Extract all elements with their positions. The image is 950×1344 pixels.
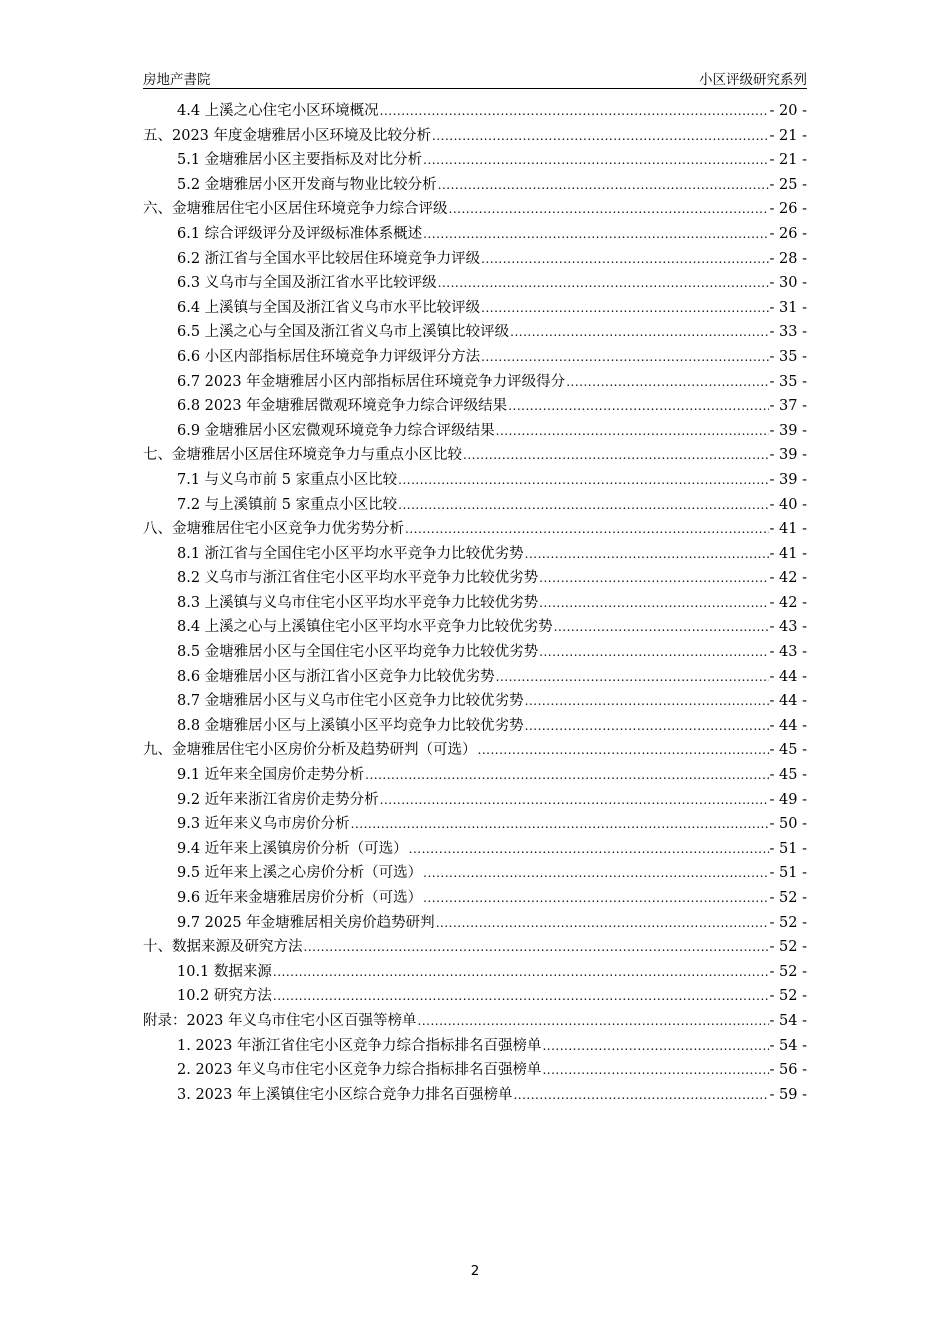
- toc-entry-title: 六、金塘雅居住宅小区居住环境竞争力综合评级: [143, 201, 448, 218]
- toc-entry-page: - 26 -: [769, 225, 807, 242]
- toc-leader-dots: [566, 370, 768, 395]
- toc-leader-dots: [508, 394, 768, 419]
- toc-entry-page: - 52 -: [769, 939, 807, 956]
- toc-entry-title: 6.1 综合评级评分及评级标准体系概述: [177, 225, 423, 242]
- toc-entry-page: - 40 -: [769, 496, 807, 513]
- toc-entry-title: 10.1 数据来源: [177, 963, 272, 980]
- toc-entry-title: 4.4 上溪之心住宅小区环境概况: [177, 103, 379, 119]
- toc-entry[interactable]: [143, 861, 807, 886]
- toc-entry-page: - 54 -: [769, 1012, 807, 1029]
- toc-entry-title: 8.3 上溪镇与义乌市住宅小区平均水平竞争力比较优劣势: [177, 594, 539, 611]
- toc-leader-dots: [496, 665, 769, 690]
- toc-entry-title: 3. 2023 年上溪镇住宅小区综合竞争力排名百强榜单: [177, 1086, 513, 1103]
- toc-entry[interactable]: [143, 517, 807, 542]
- toc-leader-dots: [554, 615, 769, 640]
- toc-entry-page: - 39 -: [769, 422, 807, 439]
- toc-leader-dots: [478, 738, 769, 763]
- toc-leader-dots: [365, 763, 768, 788]
- toc-entry[interactable]: [143, 788, 807, 813]
- table-of-contents: [143, 99, 807, 1107]
- toc-entry-title: 8.7 金塘雅居小区与义乌市住宅小区竞争力比较优劣势: [177, 693, 524, 710]
- toc-leader-dots: [436, 911, 769, 936]
- toc-entry[interactable]: [143, 591, 807, 616]
- toc-leader-dots: [438, 271, 769, 296]
- toc-entry-page: - 44 -: [769, 693, 807, 710]
- toc-leader-dots: [418, 1009, 769, 1034]
- toc-leader-dots: [423, 886, 768, 911]
- toc-entry[interactable]: [143, 247, 807, 272]
- toc-entry[interactable]: [143, 148, 807, 173]
- toc-entry-title: 6.8 2023 年金塘雅居微观环境竞争力综合评级结果: [177, 398, 508, 415]
- toc-entry[interactable]: [143, 689, 807, 714]
- toc-entry-page: - 51 -: [769, 865, 807, 882]
- toc-entry[interactable]: [143, 886, 807, 911]
- toc-entry[interactable]: [143, 394, 807, 419]
- toc-leader-dots: [351, 812, 769, 837]
- toc-entry-page: - 54 -: [769, 1037, 807, 1054]
- toc-entry[interactable]: [143, 468, 807, 493]
- toc-entry-title: 5.1 金塘雅居小区主要指标及对比分析: [177, 152, 423, 169]
- toc-leader-dots: [539, 591, 768, 616]
- toc-entry[interactable]: [143, 763, 807, 788]
- toc-entry[interactable]: [143, 640, 807, 665]
- toc-entry[interactable]: [143, 665, 807, 690]
- toc-entry-title: 6.3 义乌市与全国及浙江省水平比较评级: [177, 275, 437, 292]
- toc-leader-dots: [513, 1083, 768, 1108]
- toc-entry-page: - 52 -: [769, 963, 807, 980]
- toc-entry[interactable]: [143, 493, 807, 518]
- toc-leader-dots: [273, 984, 769, 1009]
- toc-entry-page: - 35 -: [769, 348, 807, 365]
- toc-entry[interactable]: [143, 911, 807, 936]
- toc-entry-title: 十、数据来源及研究方法: [143, 939, 303, 956]
- toc-leader-dots: [398, 493, 768, 518]
- toc-entry-title: 6.9 金塘雅居小区宏微观环境竞争力综合评级结果: [177, 422, 495, 439]
- toc-entry-page: - 37 -: [769, 398, 807, 415]
- toc-leader-dots: [423, 222, 768, 247]
- toc-leader-dots: [380, 788, 769, 813]
- toc-entry-page: - 21 -: [769, 152, 807, 169]
- toc-entry-page: - 28 -: [769, 250, 807, 267]
- toc-leader-dots: [525, 542, 769, 567]
- toc-entry-title: 6.7 2023 年金塘雅居小区内部指标居住环境竞争力评级得分: [177, 373, 566, 390]
- toc-entry-page: - 43 -: [769, 619, 807, 636]
- toc-entry[interactable]: [143, 1034, 807, 1059]
- toc-entry[interactable]: [143, 419, 807, 444]
- toc-entry-page: - 21 -: [769, 127, 807, 144]
- toc-leader-dots: [409, 837, 769, 862]
- toc-entry-page: - 56 -: [769, 1062, 807, 1079]
- toc-entry-page: - 25 -: [769, 176, 807, 193]
- toc-entry-page: - 33 -: [769, 324, 807, 341]
- toc-entry-page: - 52 -: [769, 988, 807, 1005]
- toc-entry[interactable]: [143, 197, 807, 222]
- toc-entry-title: 8.2 义乌市与浙江省住宅小区平均水平竞争力比较优劣势: [177, 570, 539, 587]
- toc-entry-page: - 59 -: [769, 1086, 807, 1103]
- toc-entry-title: 8.5 金塘雅居小区与全国住宅小区平均竞争力比较优劣势: [177, 644, 539, 661]
- toc-entry[interactable]: [143, 935, 807, 960]
- toc-entry[interactable]: [143, 1009, 807, 1034]
- toc-leader-dots: [423, 148, 768, 173]
- toc-entry-page: - 41 -: [769, 545, 807, 562]
- toc-entry-title: 九、金塘雅居住宅小区房价分析及趋势研判（可选）: [143, 742, 477, 759]
- toc-entry[interactable]: [143, 370, 807, 395]
- toc-entry-title: 10.2 研究方法: [177, 988, 272, 1005]
- toc-leader-dots: [525, 689, 769, 714]
- toc-entry-page: - 45 -: [769, 742, 807, 759]
- toc-leader-dots: [304, 935, 769, 960]
- header-publisher: 房地产書院: [143, 72, 211, 88]
- toc-entry-page: - 41 -: [769, 521, 807, 538]
- toc-entry-page: - 51 -: [769, 840, 807, 857]
- toc-entry-page: - 39 -: [769, 447, 807, 464]
- toc-entry-page: - 44 -: [769, 668, 807, 685]
- toc-entry[interactable]: [143, 984, 807, 1009]
- toc-entry-title: 5.2 金塘雅居小区开发商与物业比较分析: [177, 176, 437, 193]
- toc-entry-page: - 45 -: [769, 767, 807, 784]
- toc-entry-title: 8.8 金塘雅居小区与上溪镇小区平均竞争力比较优劣势: [177, 717, 524, 734]
- toc-leader-dots: [496, 419, 769, 444]
- toc-entry-page: - 39 -: [769, 471, 807, 488]
- toc-entry[interactable]: [143, 99, 807, 124]
- toc-entry[interactable]: [143, 296, 807, 321]
- toc-entry-page: - 20 -: [769, 103, 807, 119]
- toc-entry-title: 7.2 与上溪镇前 5 家重点小区比较: [177, 496, 398, 513]
- toc-leader-dots: [432, 124, 769, 149]
- toc-entry-page: - 52 -: [769, 914, 807, 931]
- toc-entry[interactable]: [143, 738, 807, 763]
- toc-entry-title: 五、2023 年度金塘雅居小区环境及比较分析: [143, 127, 432, 144]
- header-series-title: 小区评级研究系列: [699, 72, 807, 88]
- toc-leader-dots: [481, 247, 768, 272]
- toc-entry[interactable]: [143, 812, 807, 837]
- toc-entry-page: - 44 -: [769, 717, 807, 734]
- toc-leader-dots: [398, 468, 768, 493]
- toc-entry[interactable]: [143, 960, 807, 985]
- toc-entry-page: - 42 -: [769, 594, 807, 611]
- toc-leader-dots: [463, 443, 769, 468]
- toc-entry[interactable]: [143, 124, 807, 149]
- toc-entry-page: - 50 -: [769, 816, 807, 833]
- toc-leader-dots: [542, 1058, 768, 1083]
- toc-entry-title: 8.1 浙江省与全国住宅小区平均水平竞争力比较优劣势: [177, 545, 524, 562]
- toc-entry[interactable]: [143, 542, 807, 567]
- toc-entry[interactable]: [143, 320, 807, 345]
- toc-leader-dots: [273, 960, 769, 985]
- toc-leader-dots: [438, 173, 769, 198]
- toc-entry-title: 9.5 近年来上溪之心房价分析（可选）: [177, 865, 423, 882]
- toc-entry-title: 附录：2023 年义乌市住宅小区百强等榜单: [143, 1012, 417, 1029]
- toc-entry-title: 七、金塘雅居小区居住环境竞争力与重点小区比较: [143, 447, 462, 464]
- toc-leader-dots: [380, 99, 769, 124]
- toc-entry[interactable]: [143, 1058, 807, 1083]
- toc-entry[interactable]: [143, 837, 807, 862]
- toc-entry-title: 9.1 近年来全国房价走势分析: [177, 767, 365, 784]
- toc-entry-title: 6.6 小区内部指标居住环境竞争力评级评分方法: [177, 348, 481, 365]
- toc-entry[interactable]: [143, 566, 807, 591]
- toc-entry-title: 9.2 近年来浙江省房价走势分析: [177, 791, 379, 808]
- toc-leader-dots: [481, 296, 768, 321]
- toc-entry[interactable]: [143, 173, 807, 198]
- toc-entry-page: - 52 -: [769, 890, 807, 906]
- toc-entry[interactable]: [143, 615, 807, 640]
- toc-entry-title: 9.3 近年来义乌市房价分析: [177, 816, 350, 833]
- toc-leader-dots: [539, 566, 768, 591]
- toc-entry-title: 6.2 浙江省与全国水平比较居住环境竞争力评级: [177, 250, 481, 267]
- toc-leader-dots: [542, 1034, 768, 1059]
- toc-entry[interactable]: [143, 443, 807, 468]
- toc-entry-page: - 49 -: [769, 791, 807, 808]
- toc-leader-dots: [405, 517, 769, 542]
- toc-entry-page: - 42 -: [769, 570, 807, 587]
- toc-entry-title: 1. 2023 年浙江省住宅小区竞争力综合指标排名百强榜单: [177, 1037, 542, 1054]
- toc-entry[interactable]: [143, 714, 807, 739]
- toc-entry-title: 9.6 近年来金塘雅居房价分析（可选）: [177, 890, 423, 906]
- toc-leader-dots: [449, 197, 769, 222]
- toc-entry-title: 8.4 上溪之心与上溪镇住宅小区平均水平竞争力比较优劣势: [177, 619, 553, 636]
- toc-leader-dots: [510, 320, 768, 345]
- toc-entry-page: - 35 -: [769, 373, 807, 390]
- toc-leader-dots: [481, 345, 768, 370]
- toc-entry[interactable]: [143, 222, 807, 247]
- page-header: [143, 66, 807, 89]
- toc-leader-dots: [525, 714, 769, 739]
- toc-entry-title: 7.1 与义乌市前 5 家重点小区比较: [177, 471, 398, 488]
- toc-leader-dots: [539, 640, 768, 665]
- toc-entry[interactable]: [143, 345, 807, 370]
- toc-entry-page: - 31 -: [769, 299, 807, 316]
- toc-entry-page: - 30 -: [769, 275, 807, 292]
- toc-entry-page: - 43 -: [769, 644, 807, 661]
- toc-entry-title: 9.7 2025 年金塘雅居相关房价趋势研判: [177, 914, 435, 931]
- toc-leader-dots: [423, 861, 768, 886]
- toc-entry[interactable]: [143, 271, 807, 296]
- toc-entry-title: 6.5 上溪之心与全国及浙江省义乌市上溪镇比较评级: [177, 324, 510, 341]
- toc-entry-title: 6.4 上溪镇与全国及浙江省义乌市水平比较评级: [177, 299, 481, 316]
- toc-entry-title: 9.4 近年来上溪镇房价分析（可选）: [177, 840, 408, 857]
- toc-entry[interactable]: [143, 1083, 807, 1108]
- toc-entry-page: - 26 -: [769, 201, 807, 218]
- toc-entry-title: 八、金塘雅居住宅小区竞争力优劣势分析: [143, 521, 404, 538]
- toc-entry-title: 8.6 金塘雅居小区与浙江省小区竞争力比较优劣势: [177, 668, 495, 685]
- toc-entry-title: 2. 2023 年义乌市住宅小区竞争力综合指标排名百强榜单: [177, 1062, 542, 1079]
- page-number: 2: [470, 1263, 480, 1279]
